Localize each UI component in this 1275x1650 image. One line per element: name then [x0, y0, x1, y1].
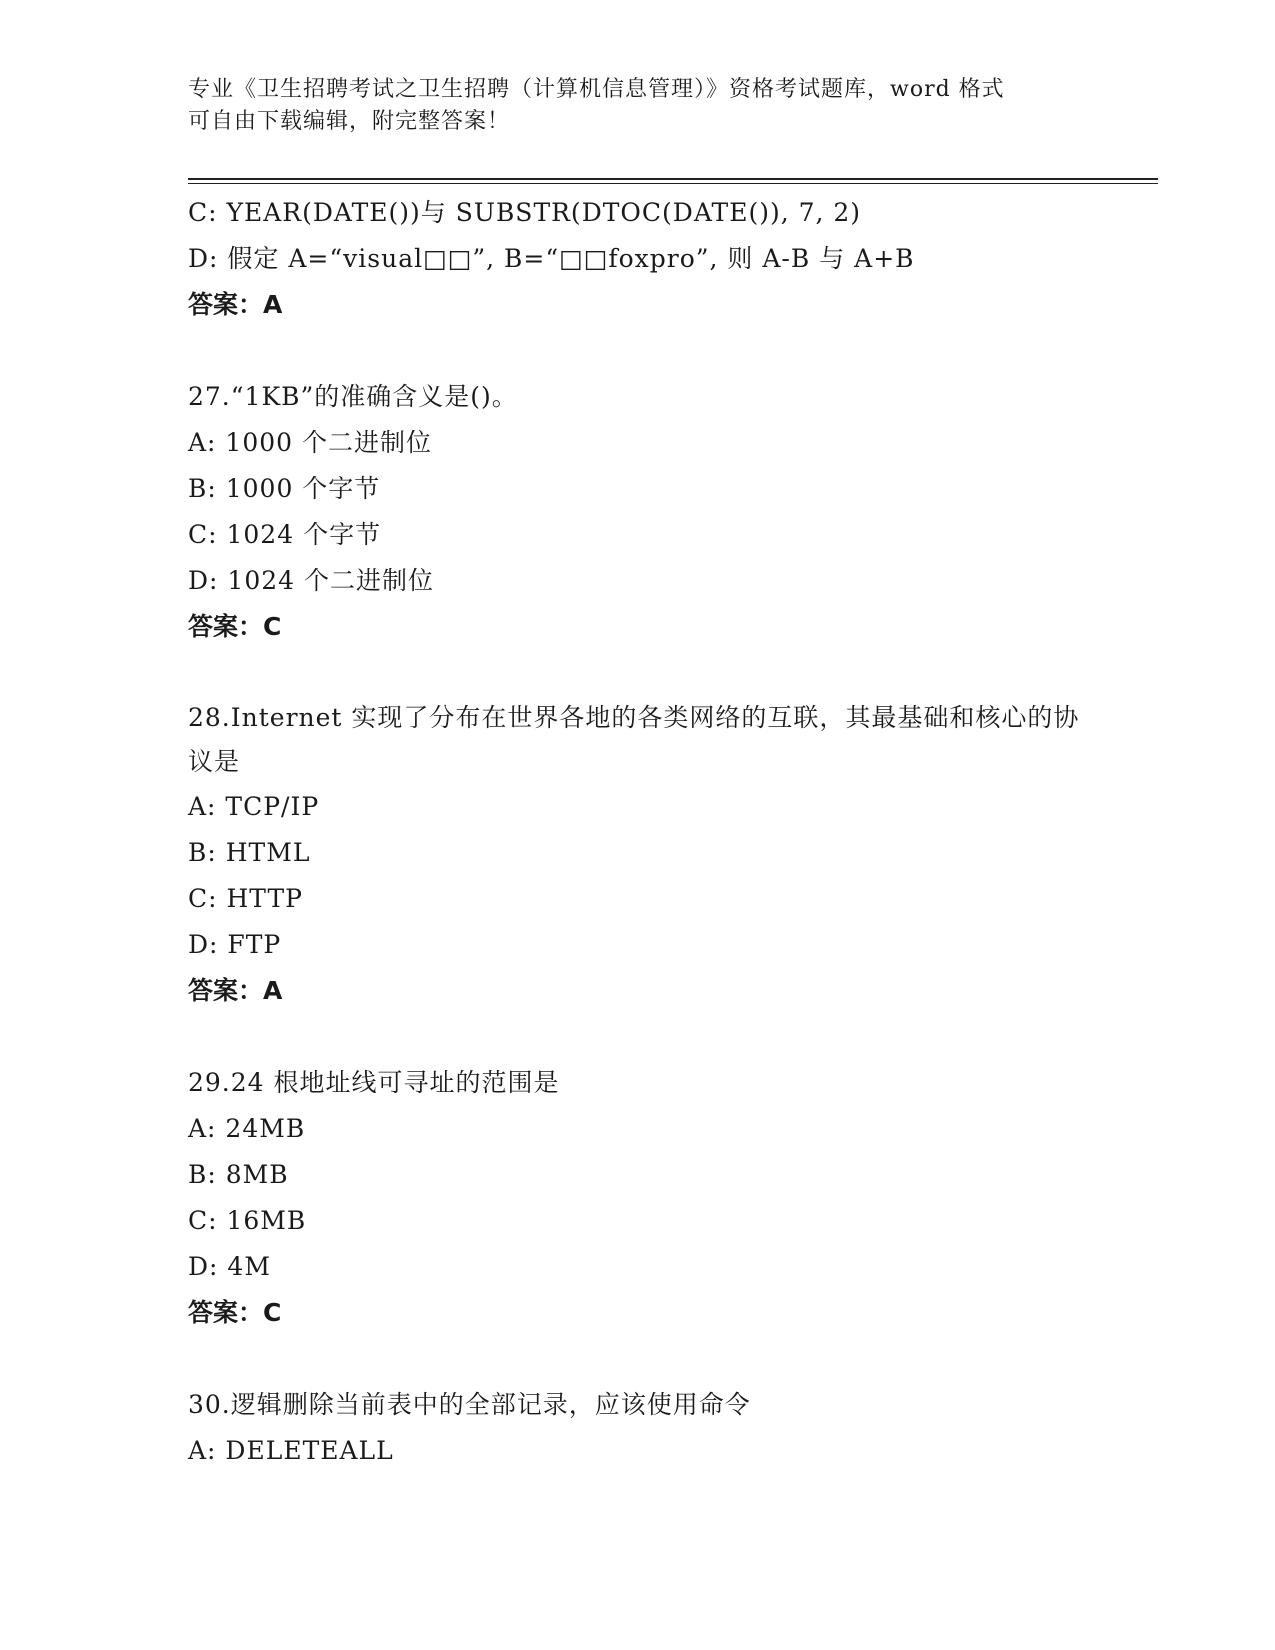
q27-option-b: B: 1000 个字节: [188, 474, 381, 503]
q29-option-b: B: 8MB: [188, 1160, 289, 1189]
question-27-block: [188, 374, 1138, 650]
question-29-block: [188, 1060, 1138, 1336]
q27-option-d: D: 1024 个二进制位: [188, 566, 434, 595]
q29-question: 29.24 根地址线可寻址的范围是: [188, 1068, 560, 1097]
header-divider-thick: [188, 178, 1158, 180]
q28-option-c: C: HTTP: [188, 884, 303, 913]
q28-option-b: B: HTML: [188, 838, 311, 867]
header-divider-thin: [188, 183, 1158, 184]
q27-answer: 答案：C: [188, 612, 282, 641]
q27-question: 27.“1KB”的准确含义是()。: [188, 382, 518, 411]
spacer: [188, 328, 1138, 374]
q28-question: 28.Internet 实现了分布在世界各地的各类网络的互联，其最基础和核心的协议是: [188, 703, 1080, 776]
spacer: [188, 650, 1138, 696]
q27-option-a: A: 1000 个二进制位: [188, 428, 432, 457]
q26-answer: 答案：A: [188, 290, 283, 319]
q30-option-a: A: DELETEALL: [188, 1436, 394, 1465]
question-30-block: [188, 1382, 1138, 1474]
q26-option-c: C: YEAR(DATE())与 SUBSTR(DTOC(DATE()), 7, 2): [188, 198, 862, 227]
q28-option-d: D: FTP: [188, 930, 282, 959]
q28-answer: 答案：A: [188, 976, 283, 1005]
q29-option-a: A: 24MB: [188, 1114, 306, 1143]
q30-question: 30.逻辑删除当前表中的全部记录，应该使用命令: [188, 1390, 751, 1419]
spacer: [188, 1014, 1138, 1060]
q29-answer: 答案：C: [188, 1298, 282, 1327]
header-title-line-2: 可自由下载编辑，附完整答案！: [188, 109, 511, 134]
question-26-block: [188, 190, 1138, 328]
q29-option-d: D: 4M: [188, 1252, 271, 1281]
header-title-line-1: 专业《卫生招聘考试之卫生招聘（计算机信息管理）》资格考试题库，word 格式: [188, 77, 1005, 102]
q26-option-d: D: 假定 A=“visual□□”, B=“□□foxpro”, 则 A-B 与 A+B: [188, 244, 915, 273]
question-28-block: [188, 696, 1138, 1014]
spacer: [188, 1336, 1138, 1382]
document-header: [188, 74, 1088, 138]
q28-option-a: A: TCP/IP: [188, 792, 320, 821]
q27-option-c: C: 1024 个字节: [188, 520, 382, 549]
question-list: [188, 190, 1138, 1474]
q29-option-c: C: 16MB: [188, 1206, 307, 1235]
